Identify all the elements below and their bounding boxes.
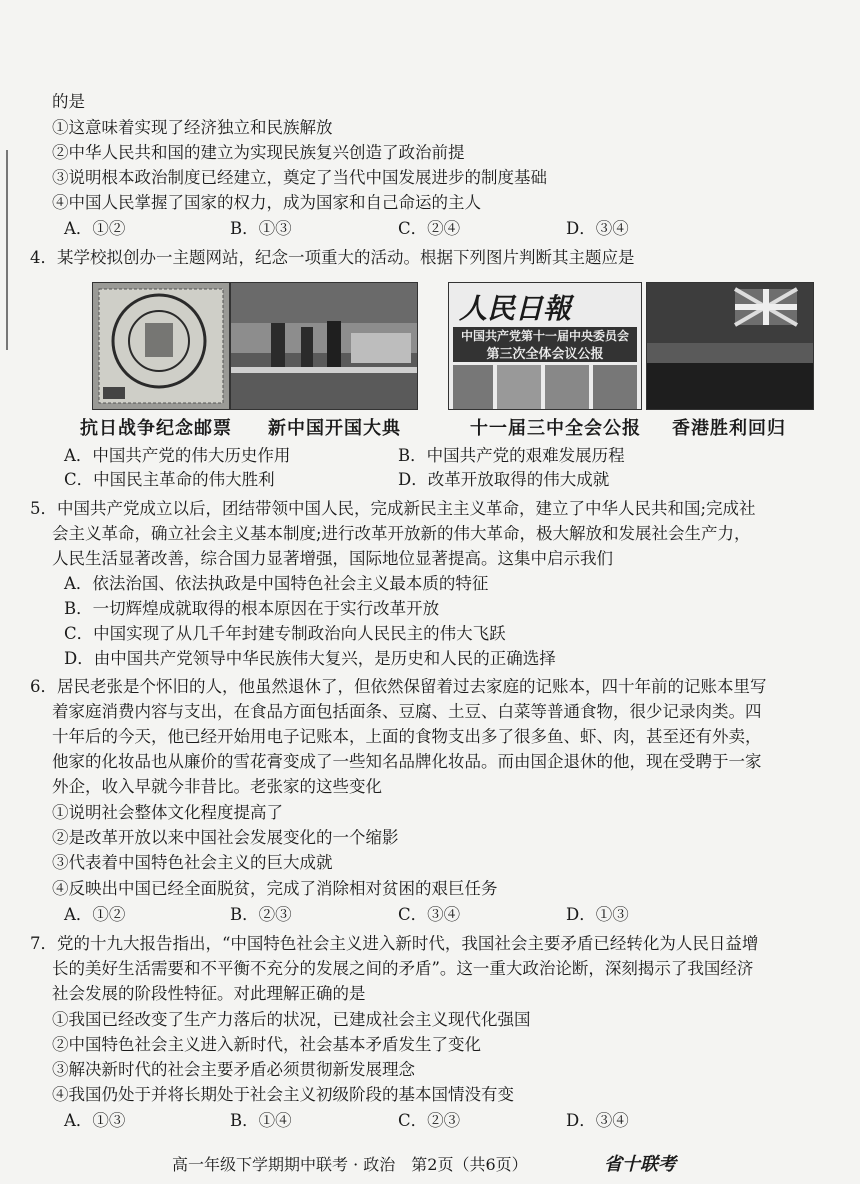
q7-option-b: B．①④ [230, 1111, 292, 1130]
caption-stamp: 抗日战争纪念邮票 [80, 418, 232, 439]
page-footer: 高一年级下学期期中联考 · 政治 第2页（共6页） [172, 1155, 528, 1174]
q6-option-c: C．③④ [398, 905, 461, 924]
q5-option-d: D．由中国共产党领导中华民族伟大复兴，是历史和人民的正确选择 [64, 649, 556, 668]
newspaper-headline-1: 中国共产党第十一届中央委员会 [453, 327, 637, 344]
q4-option-c: C．中国民主革命的伟大胜利 [64, 470, 275, 489]
q4-option-d: D．改革开放取得的伟大成就 [398, 470, 610, 489]
caption-ceremony: 新中国开国大典 [268, 418, 401, 439]
q3-item-2: ②中华人民共和国的建立为实现民族复兴创造了政治前提 [52, 143, 465, 162]
footer-brand-mark: 省十联考 [604, 1154, 676, 1175]
q7-option-d: D．③④ [566, 1111, 629, 1130]
q6-item-2: ②是改革开放以来中国社会发展变化的一个缩影 [52, 828, 399, 847]
q6-stem-line-5: 外企，收入早就今非昔比。老张家的这些变化 [52, 777, 382, 796]
q7-item-1: ①我国已经改变了生产力落后的状况，已建成社会主义现代化强国 [52, 1010, 531, 1029]
newspaper-body-text [449, 361, 641, 410]
handover-image [647, 283, 813, 409]
q6-item-3: ③代表着中国特色社会主义的巨大成就 [52, 853, 333, 872]
q6-options [64, 903, 764, 927]
q5-option-c: C．中国实现了从几千年封建专制政治向人民民主的伟大飞跃 [64, 624, 506, 643]
founding-ceremony-photo [230, 282, 418, 410]
question-3-lead: 的是 [52, 92, 85, 111]
q3-item-4: ④中国人民掌握了国家的权力，成为国家和自己命运的主人 [52, 193, 481, 212]
q6-stem-line-3: 十年后的今天，他已经开始用电子记账本，上面的食物支出多了很多鱼、虾、肉，甚至还有外卖， [52, 727, 762, 746]
q5-option-b: B．一切辉煌成就取得的根本原因在于实行改革开放 [64, 599, 440, 618]
caption-handover: 香港胜利回归 [672, 418, 786, 439]
q6-option-b: B．②③ [230, 905, 292, 924]
newspaper-headline-2: 第三次全体会议公报 [453, 343, 637, 362]
q7-item-2: ②中国特色社会主义进入新时代，社会基本矛盾发生了变化 [52, 1035, 481, 1054]
q7-stem-line-1: 7．党的十九大报告指出，“中国特色社会主义进入新时代，我国社会主要矛盾已经转化为人民日益增 [30, 934, 759, 953]
q7-options [64, 1109, 764, 1133]
q3-option-d: D．③④ [566, 219, 629, 238]
q7-stem-line-2: 长的美好生活需要和不平衡不充分的发展之间的矛盾”。这一重大政治论断，深刻揭示了我国经济 [52, 959, 754, 978]
q7-stem-line-3: 社会发展的阶段性特征。对此理解正确的是 [52, 984, 366, 1003]
q3-item-1: ①这意味着实现了经济独立和民族解放 [52, 118, 333, 137]
q5-option-a: A．依法治国、依法执政是中国特色社会主义最本质的特征 [64, 574, 489, 593]
q6-option-d: D．①③ [566, 905, 629, 924]
question-4-stem: 4．某学校拟创办一主题网站，纪念一项重大的活动。根据下列图片判断其主题应是 [30, 248, 635, 267]
q4-options-row-2 [64, 468, 764, 492]
q6-option-a: A．①② [64, 905, 126, 924]
q5-stem-line-3: 人民生活显著改善，综合国力显著增强，国际地位显著提高。这集中启示我们 [52, 549, 613, 568]
q7-option-a: A．①③ [64, 1111, 126, 1130]
q4-options-row-1 [64, 444, 764, 468]
q6-stem-line-1: 6．居民老张是个怀旧的人，他虽然退休了，但依然保留着过去家庭的记账本，四十年前的记账本里写 [30, 677, 767, 696]
binding-margin-line [6, 150, 8, 350]
q6-item-1: ①说明社会整体文化程度提高了 [52, 803, 283, 822]
q7-option-c: C．②③ [398, 1111, 461, 1130]
q4-option-b: B．中国共产党的艰难发展历程 [398, 446, 625, 465]
stamp-image [93, 283, 229, 409]
q6-stem-line-2: 着家庭消费内容与支出，在食品方面包括面条、豆腐、土豆、白菜等普通食物，很少记录肉类。四 [52, 702, 762, 721]
newspaper-masthead: 人民日報 [459, 292, 572, 325]
q3-item-3: ③说明根本政治制度已经建立，奠定了当代中国发展进步的制度基础 [52, 168, 547, 187]
q3-option-c: C．②④ [398, 219, 461, 238]
q3-option-b: B．①③ [230, 219, 292, 238]
q5-stem-line-1: 5．中国共产党成立以后，团结带领中国人民，完成新民主主义革命，建立了中华人民共和国;完成社 [30, 499, 756, 518]
q7-item-3: ③解决新时代的社会主要矛盾必须贯彻新发展理念 [52, 1060, 415, 1079]
newspaper-photo [448, 282, 642, 410]
q6-item-4: ④反映出中国已经全面脱贫，完成了消除相对贫困的艰巨任务 [52, 879, 498, 898]
q3-option-a: A．①② [64, 219, 126, 238]
stamp-photo [92, 282, 230, 410]
q4-photo-row [64, 282, 824, 412]
hong-kong-handover-photo [646, 282, 814, 410]
ceremony-image [231, 283, 417, 409]
q3-options [64, 217, 764, 241]
q6-stem-line-4: 他家的化妆品也从廉价的雪花膏变成了一些知名品牌化妆品。而由国企退休的他，现在受聘于一家 [52, 752, 762, 771]
q7-item-4: ④我国仍处于并将长期处于社会主义初级阶段的基本国情没有变 [52, 1085, 514, 1104]
q4-option-a: A．中国共产党的伟大历史作用 [64, 446, 291, 465]
q5-stem-line-2: 会主义革命，确立社会主义基本制度;进行改革开放新的伟大革命，极大解放和发展社会生产力， [52, 524, 751, 543]
caption-newspaper: 十一届三中全会公报 [470, 418, 641, 439]
